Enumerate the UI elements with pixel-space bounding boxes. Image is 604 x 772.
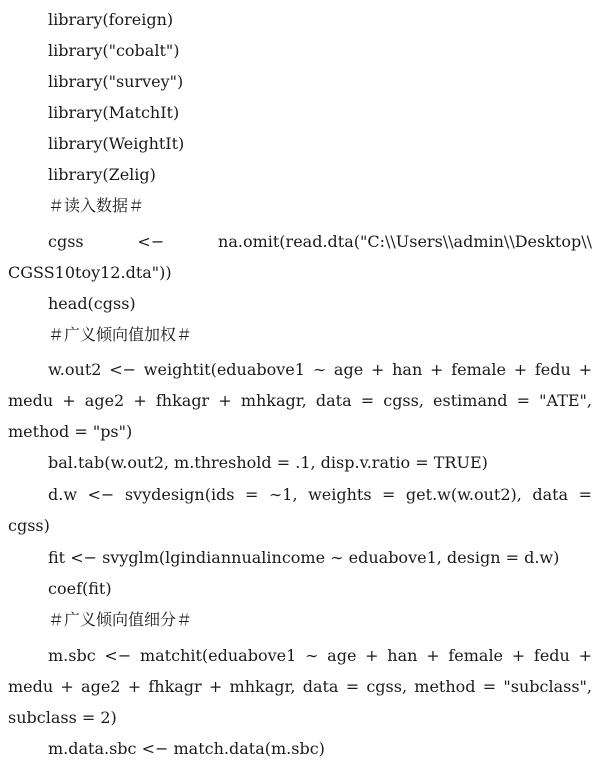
- code-line: library(Zelig): [48, 165, 156, 184]
- code-line-continuation: subclass = 2): [8, 708, 117, 727]
- code-line: w.out2 <− weightit(eduabove1 ∼ age + han + female + fedu +: [48, 360, 592, 379]
- code-comment: ＃读入数据＃: [48, 196, 145, 215]
- code-line-continuation: cgss): [8, 516, 50, 535]
- code-line: bal.tab(w.out2, m.threshold = .1, disp.v.ratio = TRUE): [48, 453, 488, 472]
- code-line: cgss <− na.omit(read.dta("C:\\Users\\admin\\Desktop\\: [48, 232, 592, 251]
- code-line-continuation: CGSS10toy12.dta")): [8, 263, 172, 282]
- code-line: library(WeightIt): [48, 134, 185, 153]
- code-line: library(MatchIt): [48, 103, 180, 122]
- code-line: library("cobalt"): [48, 41, 180, 60]
- code-line: library("survey"): [48, 72, 184, 91]
- code-line: m.sbc <− matchit(eduabove1 ∼ age + han + female + fedu +: [48, 646, 592, 665]
- code-line-continuation: medu + age2 + fhkagr + mhkagr, data = cgss, estimand = "ATE",: [8, 391, 592, 410]
- code-line: library(foreign): [48, 10, 174, 29]
- code-line-continuation: method = "ps"): [8, 422, 133, 441]
- code-line: d.w <− svydesign(ids = ∼1, weights = get.w(w.out2), data =: [48, 485, 592, 504]
- code-line-continuation: medu + age2 + fhkagr + mhkagr, data = cgss, method = "subclass",: [8, 677, 592, 696]
- code-line: m.data.sbc <− match.data(m.sbc): [48, 739, 325, 758]
- code-line: fit <− svyglm(lgindiannualincome ∼ eduabove1, design = d.w): [48, 548, 560, 567]
- code-comment: ＃广义倾向值加权＃: [48, 325, 193, 344]
- code-line: coef(fit): [48, 579, 112, 598]
- code-comment: ＃广义倾向值细分＃: [48, 610, 193, 629]
- code-line: head(cgss): [48, 294, 136, 313]
